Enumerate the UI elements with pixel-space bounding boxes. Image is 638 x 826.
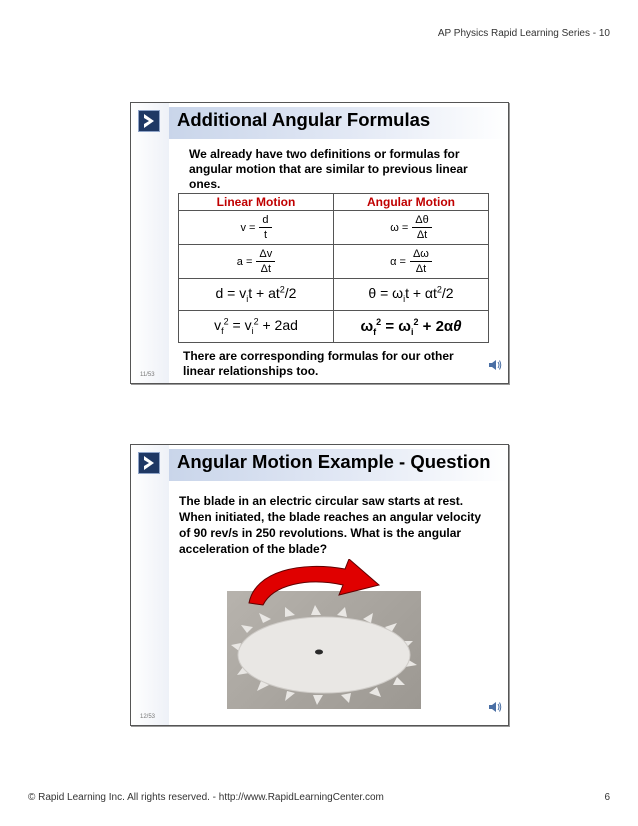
formula-displacement-angular: $\theta = \omega_it + \alpha t^2/2$ <box>334 279 489 311</box>
page-footer: © Rapid Learning Inc. All rights reserved. - http://www.RapidLearningCenter.com <box>28 792 384 803</box>
formula-table <box>178 193 489 343</box>
slide-title: Additional Angular Formulas <box>177 109 431 130</box>
slide-additional-angular-formulas <box>130 102 509 384</box>
question-text: The blade in an electric circular saw starts at rest. When initiated, the blade reaches an angular velocity of 90 rev/s in 250 revolutions. What is the angular acceleration of the blade? <box>179 494 482 556</box>
formula-velocity-squared-linear: $v_f^2 = v_i^2 + 2ad$ <box>179 311 334 343</box>
slide-number: 12/53 <box>140 714 156 720</box>
formula-displacement-linear: $d = v_it + at^2/2$ <box>179 279 334 311</box>
outro-text: There are corresponding formulas for our other linear relationships too. <box>183 349 454 378</box>
chevron-right-icon <box>138 452 160 474</box>
header-linear-motion: Linear Motion <box>179 194 334 211</box>
header-angular-motion: Angular Motion <box>334 194 489 211</box>
page-number: 6 <box>604 792 610 803</box>
formula-velocity-linear: v = $\frac{d}{t}$ <box>179 211 334 245</box>
slide-sidebar <box>131 445 169 725</box>
chevron-right-icon <box>138 110 160 132</box>
formula-acceleration-linear: a = $\frac{\Delta v}{\Delta t}$ <box>179 245 334 279</box>
slide-number: 11/53 <box>140 372 155 378</box>
intro-text: We already have two definitions or formulas for angular motion that are similar to previous linear ones. <box>189 147 468 191</box>
curved-arrow-icon <box>241 559 401 609</box>
formula-velocity-squared-angular: $\omega_f^2 = \omega_i^2 + 2\alpha\theta$ <box>334 311 489 343</box>
slide-title: Angular Motion Example - Question <box>177 451 491 472</box>
slide-sidebar <box>131 103 169 383</box>
speaker-icon[interactable] <box>488 358 502 377</box>
formula-velocity-angular: ω = $\frac{\Delta\theta}{\Delta t}$ <box>334 211 489 245</box>
formula-acceleration-angular: α = $\frac{\Delta\omega}{\Delta t}$ <box>334 245 489 279</box>
slide-angular-motion-question <box>130 444 509 726</box>
speaker-icon[interactable] <box>488 700 502 719</box>
page-header: AP Physics Rapid Learning Series - 10 <box>437 28 610 39</box>
